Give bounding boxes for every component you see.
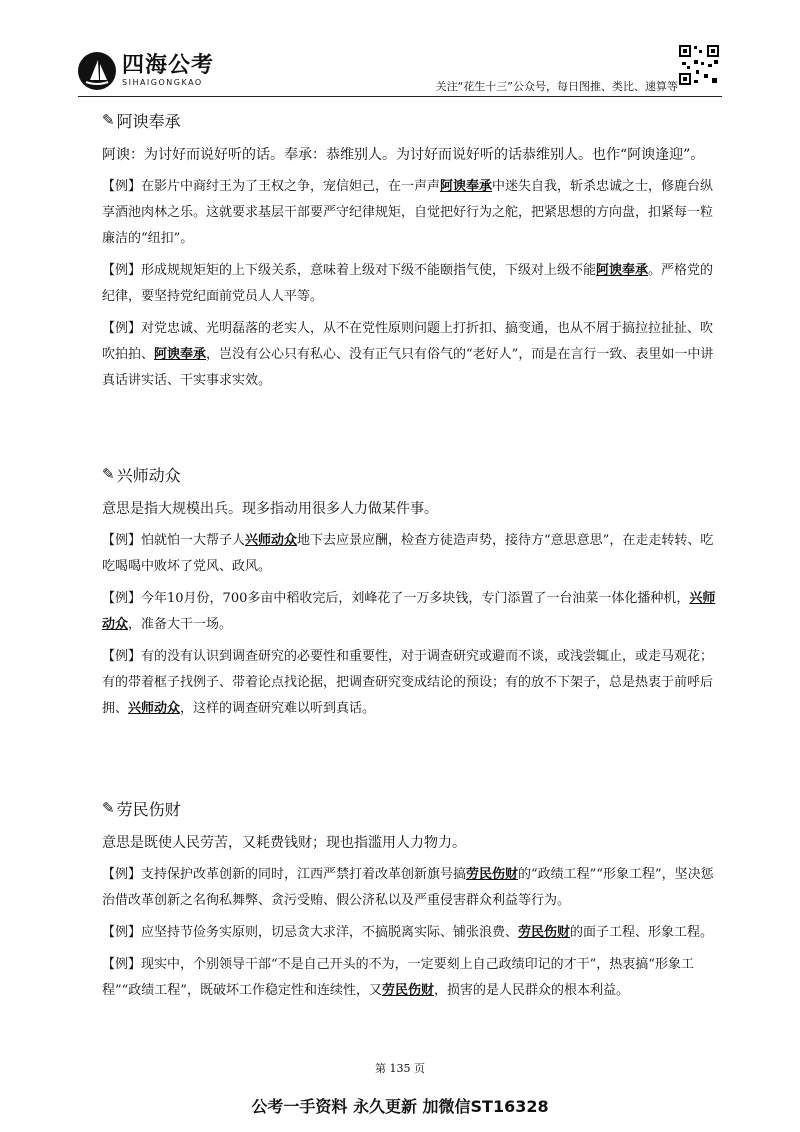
pencil-icon: ✎	[102, 465, 115, 483]
example: 【例】在影片中商纣王为了王权之争，宠信妲己，在一声声阿谀奉承中迷失自我，斩杀忠诚之士，修鹿台纵享酒池肉林之乐。这就要求基层干部要严守纪律规矩，自觉把好行为之舵，把紧思想的方向盘，扣紧每一粒廉洁的“纽扣”。	[102, 179, 714, 246]
footer-banner: 公考一手资料 永久更新 加微信ST16328	[251, 1097, 549, 1116]
pencil-icon: ✎	[102, 111, 115, 129]
example: 【例】应坚持节俭务实原则，切忌贪大求洋，不搞脱离实际、铺张浪费、劳民伤财的面子工程、形象工程。	[102, 925, 714, 940]
definition: 意思是指大规模出兵。现多指动用很多人力做某件事。	[102, 501, 438, 517]
page-header	[0, 0, 800, 100]
section-title	[102, 108, 722, 132]
highlighted-idiom: 阿谀奉承	[596, 263, 649, 278]
pencil-icon: ✎	[102, 799, 115, 817]
logo-english-name: SIHAIGONGKAO	[122, 78, 203, 87]
definition: 阿谀：为讨好而说好听的话。奉承：恭维别人。为讨好而说好听的话恭维别人。也作“阿谀逢迎”。	[102, 147, 705, 163]
idiom-section	[102, 462, 722, 722]
example: 【例】怕就怕一大帮子人兴师动众地下去应景应酬，检查方徒造声势，接待方“意思意思”，在走走转转、吃吃喝喝中败坏了党风、政风。	[102, 533, 714, 574]
header-note: 关注“花生十三”公众号，每日图推、类比、速算等	[435, 80, 678, 93]
idiom-section	[102, 796, 722, 1004]
highlighted-idiom: 阿谀奉承	[154, 347, 207, 362]
section-title-text: 劳民伤财	[116, 799, 181, 819]
qr-code-icon	[678, 44, 720, 86]
section-title-text: 阿谀奉承	[116, 111, 181, 131]
example: 【例】有的没有认识到调查研究的必要性和重要性，对于调查研究或避而不谈，或浅尝辄止，或走马观花；有的带着框子找例子、带着论点找论据，把调查研究变成结论的预设；有的放不下架子，总是热衷于前呼后拥、兴师动众，这样的调查研究难以听到真话。	[102, 649, 714, 716]
definition: 意思是既使人民劳苦，又耗费钱财；现也指滥用人力物力。	[102, 835, 466, 851]
highlighted-idiom: 兴师动众	[128, 701, 181, 716]
example: 【例】对党忠诚、光明磊落的老实人，从不在党性原则问题上打折扣、搞变通，也从不屑于搞拉拉扯扯、吹吹拍拍、阿谀奉承，岂没有公心只有私心、没有正气只有俗气的“老好人”，而是在言行一致、表里如一中讲真话讲实话、干实事求实效。	[102, 321, 714, 388]
highlighted-idiom: 劳民伤财	[381, 983, 434, 998]
example: 【例】形成规规矩矩的上下级关系，意味着上级对下级不能颐指气使，下级对上级不能阿谀奉承。严格党的纪律，要坚持党纪面前党员人人平等。	[102, 263, 714, 304]
section-title	[102, 796, 722, 820]
highlighted-idiom: 兴师动众	[102, 591, 716, 632]
highlighted-idiom: 劳民伤财	[518, 925, 571, 940]
highlighted-idiom: 劳民伤财	[466, 867, 519, 882]
example: 【例】今年10月份，700多亩中稻收完后，刘峰花了一万多块钱，专门添置了一台油菜一体化播种机，兴师动众，准备大干一场。	[102, 591, 716, 632]
header-divider	[78, 96, 722, 97]
page-number: 第 135 页	[375, 1062, 425, 1075]
section-title	[102, 462, 722, 486]
idiom-section	[102, 108, 722, 394]
highlighted-idiom: 兴师动众	[245, 533, 298, 548]
example: 【例】支持保护改革创新的同时，江西严禁打着改革创新旗号搞劳民伤财的“政绩工程”“形象工程”，坚决惩治借改革创新之名徇私舞弊、贪污受贿、假公济私以及严重侵害群众利益等行为。	[102, 867, 714, 908]
example: 【例】现实中，个别领导干部“不是自己开头的不为，一定要刻上自己政绩印记的才干”，热衷搞“形象工程”“政绩工程”，既破坏工作稳定性和连续性，又劳民伤财，损害的是人民群众的根本利益。	[102, 957, 694, 998]
logo	[78, 52, 214, 90]
logo-chinese-name: 四海公考	[122, 53, 215, 78]
section-title-text: 兴师动众	[116, 465, 181, 485]
sailboat-logo-icon	[78, 52, 116, 90]
highlighted-idiom: 阿谀奉承	[440, 179, 493, 194]
